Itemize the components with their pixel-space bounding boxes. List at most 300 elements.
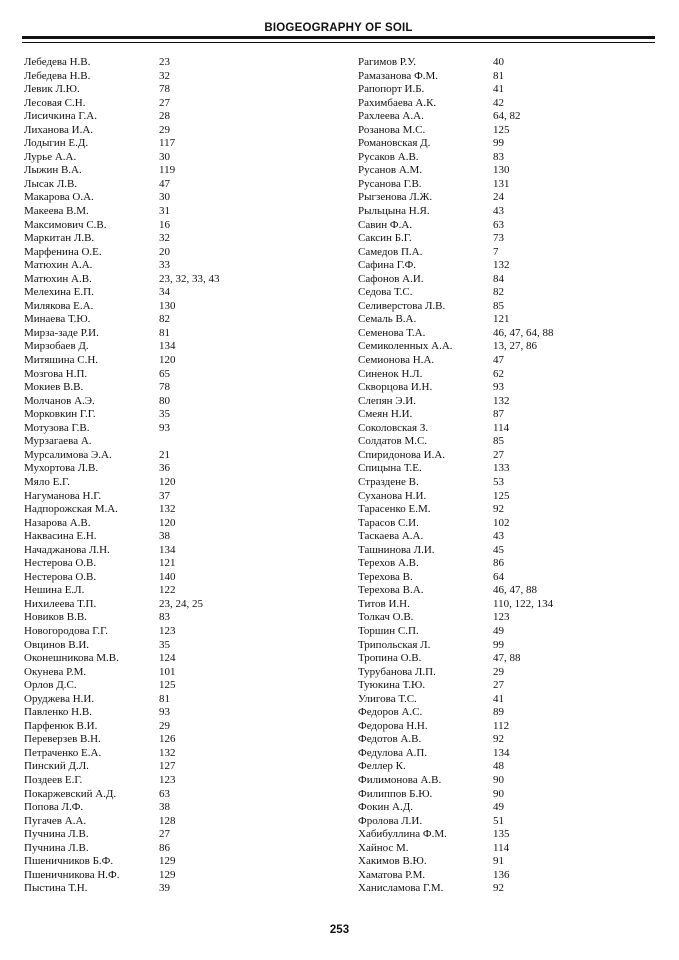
page-references: 132 xyxy=(493,259,510,272)
page-references: 64 xyxy=(493,570,504,583)
index-entry xyxy=(24,56,324,70)
page-references: 47, 88 xyxy=(493,652,521,665)
index-entry xyxy=(358,882,658,896)
author-name: Скворцова И.Н. xyxy=(358,381,433,394)
author-name: Покаржевский А.Д. xyxy=(24,787,117,800)
author-name: Нешина Е.Л. xyxy=(24,584,85,597)
index-entry xyxy=(24,652,324,666)
author-name: Рагимов Р.У. xyxy=(358,56,417,68)
index-entry xyxy=(24,544,324,558)
index-entry xyxy=(24,151,324,165)
index-entry xyxy=(24,435,324,449)
index-column-right xyxy=(358,56,658,896)
page-references: 132 xyxy=(159,503,176,516)
author-name: Левик Л.Ю. xyxy=(24,83,80,96)
author-name: Таскаева А.А. xyxy=(358,530,424,543)
page-references: 110, 122, 134 xyxy=(493,597,554,610)
author-name: Оконешникова М.В. xyxy=(24,652,119,665)
index-entry xyxy=(358,368,658,382)
author-name: Страздене В. xyxy=(358,475,419,488)
author-name: Пыстина Т.Н. xyxy=(24,882,88,895)
index-entry xyxy=(358,639,658,653)
index-entry xyxy=(24,706,324,720)
author-name: Лебедева Н.В. xyxy=(24,56,91,68)
author-name: Турубанова Л.П. xyxy=(358,665,436,678)
page-references: 140 xyxy=(159,570,176,583)
author-name: Матюхин А.А. xyxy=(24,259,93,272)
author-name: Розанова М.С. xyxy=(358,123,426,136)
author-name: Федорова Н.Н. xyxy=(358,719,428,732)
page-references: 27 xyxy=(493,679,504,692)
index-entry xyxy=(24,354,324,368)
header-rule-thin xyxy=(22,42,655,43)
page-references: 132 xyxy=(493,394,510,407)
page-references: 47 xyxy=(493,354,504,367)
index-entry xyxy=(358,503,658,517)
page-references: 123 xyxy=(159,773,176,786)
page-references: 37 xyxy=(159,489,170,502)
author-name: Марфенина О.Е. xyxy=(24,245,102,258)
author-name: Лебедева Н.В. xyxy=(24,69,91,82)
page-references: 27 xyxy=(159,828,170,841)
page-references: 49 xyxy=(493,801,504,814)
author-name: Лодыгин Е.Д. xyxy=(24,137,89,150)
page-references: 41 xyxy=(493,692,504,705)
index-entry xyxy=(358,110,658,124)
index-entry xyxy=(358,381,658,395)
page-references: 16 xyxy=(159,218,170,231)
index-entry xyxy=(24,178,324,192)
author-name: Павленко Н.В. xyxy=(24,706,92,719)
index-entry xyxy=(358,598,658,612)
author-name: Окунева Р.М. xyxy=(24,665,87,678)
author-name: Фокин А.Д. xyxy=(358,801,414,814)
author-name: Мелехина Е.П. xyxy=(24,286,94,299)
page-references: 121 xyxy=(159,557,176,570)
index-entry xyxy=(358,869,658,883)
index-entry xyxy=(358,774,658,788)
author-name: Мокиев В.В. xyxy=(24,381,84,394)
index-entry xyxy=(358,557,658,571)
index-entry xyxy=(24,815,324,829)
author-name: Сафонов А.И. xyxy=(358,272,424,285)
index-entry xyxy=(24,788,324,802)
author-name: Ташнинова Л.И. xyxy=(358,543,435,556)
page-references: 47 xyxy=(159,177,170,190)
index-entry xyxy=(358,422,658,436)
page-references: 87 xyxy=(493,408,504,421)
index-entry xyxy=(358,70,658,84)
page-references: 23, 24, 25 xyxy=(159,597,203,610)
page-references: 64, 82 xyxy=(493,110,521,123)
index-entry xyxy=(24,462,324,476)
author-name: Терехова В.А. xyxy=(358,584,424,597)
page-references: 130 xyxy=(159,299,176,312)
index-entry xyxy=(358,760,658,774)
author-name: Минаева Т.Ю. xyxy=(24,313,91,326)
index-entry xyxy=(24,774,324,788)
author-name: Савин Ф.А. xyxy=(358,218,413,231)
header-rule-thick xyxy=(22,36,655,39)
index-entry xyxy=(358,517,658,531)
index-entry xyxy=(24,720,324,734)
author-name: Рыгзенова Л.Ж. xyxy=(358,191,433,204)
page-references: 135 xyxy=(493,828,510,841)
index-entry xyxy=(358,747,658,761)
index-entry xyxy=(358,666,658,680)
author-name: Рыльцына Н.Я. xyxy=(358,205,430,218)
index-entry xyxy=(358,815,658,829)
author-name: Тарасенко Е.М. xyxy=(358,503,431,516)
index-entry xyxy=(24,137,324,151)
index-entry xyxy=(24,882,324,896)
author-name: Молчанов А.Э. xyxy=(24,394,95,407)
page-references: 134 xyxy=(159,340,176,353)
author-name: Толкач О.В. xyxy=(358,611,414,624)
index-entry xyxy=(24,639,324,653)
author-name: Назарова А.В. xyxy=(24,516,91,529)
page-references: 83 xyxy=(159,611,170,624)
index-entry xyxy=(358,97,658,111)
author-name: Смеян Н.И. xyxy=(358,408,413,421)
index-entry xyxy=(24,584,324,598)
author-name: Маркитан Л.В. xyxy=(24,232,95,245)
author-name: Рамазанова Ф.М. xyxy=(358,69,439,82)
page-references: 129 xyxy=(159,855,176,868)
page-references: 80 xyxy=(159,394,170,407)
page-references: 86 xyxy=(493,557,504,570)
page-references: 53 xyxy=(493,475,504,488)
index-entry xyxy=(358,490,658,504)
page-references: 40 xyxy=(493,56,504,68)
author-name: Мурзагаева А. xyxy=(24,435,92,448)
index-entry xyxy=(24,733,324,747)
index-entry xyxy=(24,828,324,842)
index-entry xyxy=(24,422,324,436)
page-references: 123 xyxy=(493,611,510,624)
author-name: Милякова Е.А. xyxy=(24,299,94,312)
page-references: 38 xyxy=(159,530,170,543)
author-name: Наквасина Е.Н. xyxy=(24,530,97,543)
page-references: 39 xyxy=(159,882,170,895)
page-references: 90 xyxy=(493,773,504,786)
author-name: Селиверстова Л.В. xyxy=(358,299,446,312)
author-name: Саксин Б.Г. xyxy=(358,232,412,245)
index-entry xyxy=(24,679,324,693)
author-name: Русанова Г.В. xyxy=(358,177,422,190)
author-name: Мирзобаев Д. xyxy=(24,340,89,353)
page-references: 82 xyxy=(159,313,170,326)
page-references: 46, 47, 88 xyxy=(493,584,537,597)
author-name: Макеева В.М. xyxy=(24,205,89,218)
index-entry xyxy=(358,354,658,368)
index-entry xyxy=(358,300,658,314)
author-name: Спиридонова И.А. xyxy=(358,448,446,461)
index-entry xyxy=(358,693,658,707)
author-name: Русанов А.М. xyxy=(358,164,423,177)
author-name: Титов И.Н. xyxy=(358,597,410,610)
author-name: Солдатов М.С. xyxy=(358,435,428,448)
page-references: 31 xyxy=(159,205,170,218)
page-references: 83 xyxy=(493,150,504,163)
author-name: Нагуманова Н.Г. xyxy=(24,489,102,502)
index-column-left xyxy=(24,56,324,896)
page-references: 85 xyxy=(493,299,504,312)
index-entry xyxy=(358,232,658,246)
index-entry xyxy=(358,178,658,192)
author-name: Хакимов В.Ю. xyxy=(358,855,427,868)
index-entry xyxy=(24,259,324,273)
author-name: Новиков В.В. xyxy=(24,611,87,624)
page-references: 92 xyxy=(493,882,504,895)
author-name: Сафина Г.Ф. xyxy=(358,259,417,272)
author-name: Пугачев А.А. xyxy=(24,814,87,827)
index-entry xyxy=(24,476,324,490)
page-references: 46, 47, 64, 88 xyxy=(493,326,554,339)
author-name: Максимович С.В. xyxy=(24,218,107,231)
page-references: 136 xyxy=(493,868,510,881)
page-references: 41 xyxy=(493,83,504,96)
page-references: 93 xyxy=(493,381,504,394)
page-references: 102 xyxy=(493,516,510,529)
index-entry xyxy=(24,530,324,544)
page-references: 93 xyxy=(159,706,170,719)
index-entry xyxy=(24,381,324,395)
author-name: Надпорожская М.А. xyxy=(24,503,118,516)
index-entry xyxy=(24,611,324,625)
page-references: 38 xyxy=(159,801,170,814)
index-entry xyxy=(24,571,324,585)
page-references: 45 xyxy=(493,543,504,556)
author-name: Трипольская Л. xyxy=(358,638,431,651)
page-references: 20 xyxy=(159,245,170,258)
page-references: 24 xyxy=(493,191,504,204)
index-entry xyxy=(24,557,324,571)
index-entry xyxy=(358,842,658,856)
page-references: 86 xyxy=(159,841,170,854)
index-entry xyxy=(24,693,324,707)
author-name: Слепян Э.И. xyxy=(358,394,416,407)
index-entry xyxy=(358,395,658,409)
index-entry xyxy=(358,327,658,341)
author-name: Пучнина Л.В. xyxy=(24,841,89,854)
page-references: 36 xyxy=(159,462,170,475)
index-entry xyxy=(24,517,324,531)
index-entry xyxy=(24,760,324,774)
page-references: 27 xyxy=(159,96,170,109)
index-entry xyxy=(358,340,658,354)
author-name: Лиханова И.А. xyxy=(24,123,94,136)
author-name: Митяшина С.Н. xyxy=(24,354,99,367)
page-references: 133 xyxy=(493,462,510,475)
page-references: 34 xyxy=(159,286,170,299)
author-name: Новогородова Г.Г. xyxy=(24,624,108,637)
page-references: 121 xyxy=(493,313,510,326)
author-name: Тропина О.В. xyxy=(358,652,422,665)
index-entry xyxy=(24,490,324,504)
page-references: 114 xyxy=(493,841,510,854)
index-entry xyxy=(358,151,658,165)
author-name: Нихилеева Т.П. xyxy=(24,597,97,610)
author-name: Морковкин Г.Г. xyxy=(24,408,96,421)
page-references: 43 xyxy=(493,205,504,218)
page-references: 92 xyxy=(493,733,504,746)
author-name: Спицына Т.Е. xyxy=(358,462,422,475)
author-name: Филиппов Б.Ю. xyxy=(358,787,433,800)
index-entry xyxy=(358,219,658,233)
author-name: Пучнина Л.В. xyxy=(24,828,89,841)
index-entry xyxy=(24,273,324,287)
index-entry xyxy=(358,584,658,598)
author-name: Соколовская З. xyxy=(358,421,429,434)
page-references: 49 xyxy=(493,624,504,637)
index-entry xyxy=(358,652,658,666)
author-name: Семаль В.А. xyxy=(358,313,417,326)
page-references: 134 xyxy=(493,746,510,759)
author-name: Лурье А.А. xyxy=(24,150,77,163)
author-name: Русаков А.В. xyxy=(358,150,419,163)
author-name: Лыжин В.А. xyxy=(24,164,82,177)
index-entry xyxy=(24,449,324,463)
index-entry xyxy=(358,855,658,869)
page-references: 120 xyxy=(159,475,176,488)
index-entry xyxy=(24,232,324,246)
page-references: 114 xyxy=(493,421,510,434)
index-entry xyxy=(358,137,658,151)
index-entry xyxy=(358,259,658,273)
author-name: Орлов Д.С. xyxy=(24,679,77,692)
author-name: Пинский Д.Л. xyxy=(24,760,89,773)
page-references: 63 xyxy=(159,787,170,800)
author-name: Семенова Т.А. xyxy=(358,326,426,339)
author-name: Нестерова О.В. xyxy=(24,570,97,583)
author-name: Оруджева Н.И. xyxy=(24,692,95,705)
page-references: 90 xyxy=(493,787,504,800)
page-references: 29 xyxy=(493,665,504,678)
page-references: 132 xyxy=(159,746,176,759)
index-entry xyxy=(24,246,324,260)
page-references: 126 xyxy=(159,733,176,746)
page-references: 35 xyxy=(159,638,170,651)
index-entry xyxy=(24,395,324,409)
page-references: 120 xyxy=(159,516,176,529)
index-entry xyxy=(24,205,324,219)
page-references: 23, 32, 33, 43 xyxy=(159,272,220,285)
index-entry xyxy=(24,97,324,111)
author-name: Суханова Н.И. xyxy=(358,489,427,502)
page-references: 99 xyxy=(493,137,504,150)
page-references: 29 xyxy=(159,123,170,136)
author-name: Лисичкина Г.А. xyxy=(24,110,97,123)
index-entry xyxy=(358,191,658,205)
author-name: Пшеничникова Н.Ф. xyxy=(24,868,120,881)
index-entry xyxy=(24,286,324,300)
page-references: 85 xyxy=(493,435,504,448)
index-entry xyxy=(358,449,658,463)
page-references: 32 xyxy=(159,69,170,82)
index-entry xyxy=(358,286,658,300)
author-name: Торшин С.П. xyxy=(358,624,419,637)
author-name: Федулова А.П. xyxy=(358,746,428,759)
page-references: 32 xyxy=(159,232,170,245)
page-references: 13, 27, 86 xyxy=(493,340,537,353)
page-references: 123 xyxy=(159,624,176,637)
author-name: Мяло Е.Г. xyxy=(24,475,70,488)
page-references: 120 xyxy=(159,354,176,367)
page-references: 65 xyxy=(159,367,170,380)
author-name: Фролова Л.И. xyxy=(358,814,423,827)
author-name: Федотов А.В. xyxy=(358,733,422,746)
author-name: Терехов А.В. xyxy=(358,557,419,570)
author-name: Терехова В. xyxy=(358,570,413,583)
page-references: 78 xyxy=(159,381,170,394)
index-entry xyxy=(358,679,658,693)
index-entry xyxy=(358,246,658,260)
index-entry xyxy=(358,273,658,287)
index-entry xyxy=(358,544,658,558)
author-name: Феллер К. xyxy=(358,760,406,773)
author-name: Семиколенных А.А. xyxy=(358,340,453,353)
author-name: Улигова Т.С. xyxy=(358,692,417,705)
index-entry xyxy=(358,476,658,490)
page-references: 93 xyxy=(159,421,170,434)
page-references: 125 xyxy=(493,489,510,502)
page-number: 253 xyxy=(329,924,350,936)
page-references: 101 xyxy=(159,665,176,678)
index-entry xyxy=(24,855,324,869)
page-references: 33 xyxy=(159,259,170,272)
page-references: 30 xyxy=(159,191,170,204)
page-references: 81 xyxy=(493,69,504,82)
page-references: 125 xyxy=(493,123,510,136)
index-entry xyxy=(24,313,324,327)
author-name: Макарова О.А. xyxy=(24,191,94,204)
author-name: Синенок Н.Л. xyxy=(358,367,423,380)
index-entry xyxy=(358,83,658,97)
index-entry xyxy=(358,56,658,70)
page-references: 128 xyxy=(159,814,176,827)
page-references: 73 xyxy=(493,232,504,245)
page-references: 81 xyxy=(159,692,170,705)
page-references: 84 xyxy=(493,272,504,285)
author-name: Мухортова Л.В. xyxy=(24,462,99,475)
author-name: Мозгова Н.П. xyxy=(24,367,88,380)
index-entry xyxy=(358,530,658,544)
author-name: Овцинов В.И. xyxy=(24,638,90,651)
author-name: Матюхин А.В. xyxy=(24,272,92,285)
page-references: 130 xyxy=(493,164,510,177)
index-entry xyxy=(24,191,324,205)
index-entry xyxy=(358,625,658,639)
index-entry xyxy=(24,110,324,124)
index-entry xyxy=(358,720,658,734)
author-name: Лысак Л.В. xyxy=(24,177,78,190)
index-entry xyxy=(24,801,324,815)
page-references: 125 xyxy=(159,679,176,692)
author-name: Семионова Н.А. xyxy=(358,354,435,367)
author-name: Романовская Д. xyxy=(358,137,431,150)
page-references: 99 xyxy=(493,638,504,651)
running-header: BIOGEOGRAPHY OF SOIL xyxy=(264,22,413,34)
author-name: Самедов П.А. xyxy=(358,245,423,258)
index-entry xyxy=(24,598,324,612)
author-name: Федоров А.С. xyxy=(358,706,423,719)
page-references: 23 xyxy=(159,56,170,68)
index-entry xyxy=(24,747,324,761)
author-name: Лесовая С.Н. xyxy=(24,96,86,109)
page-references: 43 xyxy=(493,530,504,543)
index-entry xyxy=(24,869,324,883)
